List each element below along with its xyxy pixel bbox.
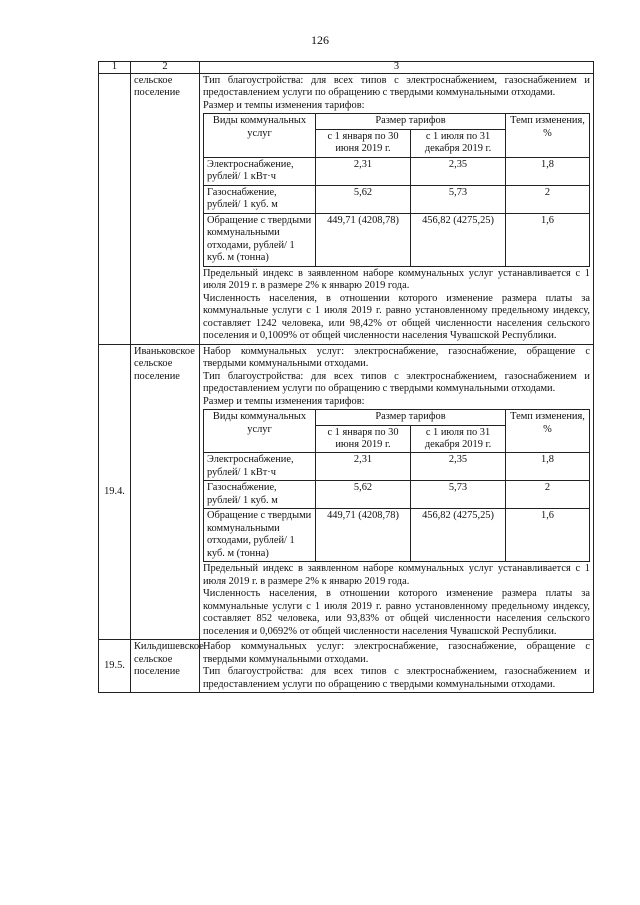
table-header-row xyxy=(99,62,594,74)
settlement-name: Кильдишевское сельское поселение xyxy=(131,640,200,693)
page-number: 126 xyxy=(311,33,329,47)
tariff-h1: 449,71 (4208,78) xyxy=(316,213,411,266)
tariff-h1: 449,71 (4208,78) xyxy=(316,509,411,562)
service-name: Газоснабжение, рублей/ 1 куб. м xyxy=(204,185,316,213)
tariff-row xyxy=(204,509,590,562)
period1-header: с 1 января по 30 июня 2019 г. xyxy=(316,425,411,453)
tariff-h2: 2,35 xyxy=(411,453,506,481)
row-number xyxy=(99,73,131,344)
tariff-rate: 1,6 xyxy=(506,509,590,562)
tariff-row xyxy=(204,213,590,266)
tariff-h2: 5,73 xyxy=(411,185,506,213)
tariff-rate: 1,6 xyxy=(506,213,590,266)
row-number: 19.4. xyxy=(99,344,131,640)
service-name: Электроснабжение, рублей/ 1 кВт·ч xyxy=(204,453,316,481)
table-row xyxy=(99,344,594,640)
utilities-table xyxy=(98,61,594,693)
period1-header: с 1 января по 30 июня 2019 г. xyxy=(316,129,411,157)
tariff-h2: 456,82 (4275,25) xyxy=(411,509,506,562)
description-paragraph: Предельный индекс в заявленном наборе коммунальных услуг устанавливается с 1 июля 2019 г. в размере 2% к январю 2019 года. xyxy=(203,563,590,587)
table-row xyxy=(99,640,594,693)
description-paragraph: Предельный индекс в заявленном наборе коммунальных услуг устанавливается с 1 июля 2019 г. в размере 2% к январю 2019 года. xyxy=(203,267,590,292)
period2-header: с 1 июля по 31 декабря 2019 г. xyxy=(411,425,506,453)
tariff-description xyxy=(200,640,594,693)
description-paragraph: Численность населения, в отношении которого изменение размера платы за коммунальные услуги с 1 июля 2019 г. равно установленному предельному индексу, составляет 852 человека, или 93,83% от общей численности населения сельского поселения и 0,0692% от общей численности населения Чувашской Республики. xyxy=(203,588,590,637)
tariff-h2: 5,73 xyxy=(411,481,506,509)
tariff-rate: 1,8 xyxy=(506,453,590,481)
service-name: Электроснабжение, рублей/ 1 кВт·ч xyxy=(204,157,316,185)
tariff-row xyxy=(204,185,590,213)
tariff-h1: 5,62 xyxy=(316,185,411,213)
rate-header: Темп изменения, % xyxy=(506,114,590,157)
column-number-1: 1 xyxy=(99,62,131,74)
description-paragraph: Размер и темпы изменения тарифов: xyxy=(203,395,365,407)
period2-header: с 1 июля по 31 декабря 2019 г. xyxy=(411,129,506,157)
tariff-h1: 2,31 xyxy=(316,453,411,481)
tariff-size-header: Размер тарифов xyxy=(316,114,506,129)
tariff-description xyxy=(200,73,594,344)
tariff-rate: 2 xyxy=(506,185,590,213)
service-name: Обращение с твердыми коммунальными отходами, рублей/ 1 куб. м (тонна) xyxy=(204,213,316,266)
description-paragraph: Численность населения, в отношении которого изменение размера платы за коммунальные услуги с 1 июля 2019 г. равно установленному предельному индексу, составляет 1242 человека, или 98,42% от общей численности населения сельского поселения и 0,1009% от общей численности населения Чувашской Республики. xyxy=(203,292,590,342)
tariff-table xyxy=(203,409,590,562)
tariff-size-header: Размер тарифов xyxy=(316,410,506,425)
description-paragraph: Набор коммунальных услуг: электроснабжение, газоснабжение, обращение с твердыми коммунальными отходами. xyxy=(203,641,590,665)
description-paragraph: Тип благоустройства: для всех типов с электроснабжением, газоснабжением и предоставлением услуги по обращению с твердыми коммунальными отходами. xyxy=(203,370,590,395)
tariff-rate: 1,8 xyxy=(506,157,590,185)
service-name: Обращение с твердыми коммунальными отходами, рублей/ 1 куб. м (тонна) xyxy=(204,509,316,562)
tariff-row xyxy=(204,157,590,185)
tariff-rate: 2 xyxy=(506,481,590,509)
tariff-h1: 2,31 xyxy=(316,157,411,185)
rate-header: Темп изменения, % xyxy=(506,410,590,453)
tariff-h2: 456,82 (4275,25) xyxy=(411,213,506,266)
tariff-table xyxy=(203,113,590,266)
services-header: Виды коммунальных услуг xyxy=(204,410,316,453)
tariff-row xyxy=(204,453,590,481)
column-number-2: 2 xyxy=(131,62,200,74)
row-number: 19.5. xyxy=(99,640,131,693)
column-number-3: 3 xyxy=(200,62,594,74)
tariff-description xyxy=(200,344,594,640)
description-paragraph: Размер и темпы изменения тарифов: xyxy=(203,99,365,111)
description-paragraph: Тип благоустройства: для всех типов с электроснабжением, газоснабжением и предоставлением услуги по обращению с твердыми коммунальными отходами. xyxy=(203,666,590,690)
services-header: Виды коммунальных услуг xyxy=(204,114,316,157)
settlement-name: Иваньковское сельское поселение xyxy=(131,344,200,640)
settlement-name: сельское поселение xyxy=(131,73,200,344)
tariff-row xyxy=(204,481,590,509)
tariff-h2: 2,35 xyxy=(411,157,506,185)
description-paragraph: Набор коммунальных услуг: электроснабжение, газоснабжение, обращение с твердыми коммунальными отходами. xyxy=(203,345,590,370)
tariff-h1: 5,62 xyxy=(316,481,411,509)
table-row xyxy=(99,73,594,344)
description-paragraph: Тип благоустройства: для всех типов с электроснабжением, газоснабжением и предоставлением услуги по обращению с твердыми коммунальными отходами. xyxy=(203,74,590,99)
service-name: Газоснабжение, рублей/ 1 куб. м xyxy=(204,481,316,509)
